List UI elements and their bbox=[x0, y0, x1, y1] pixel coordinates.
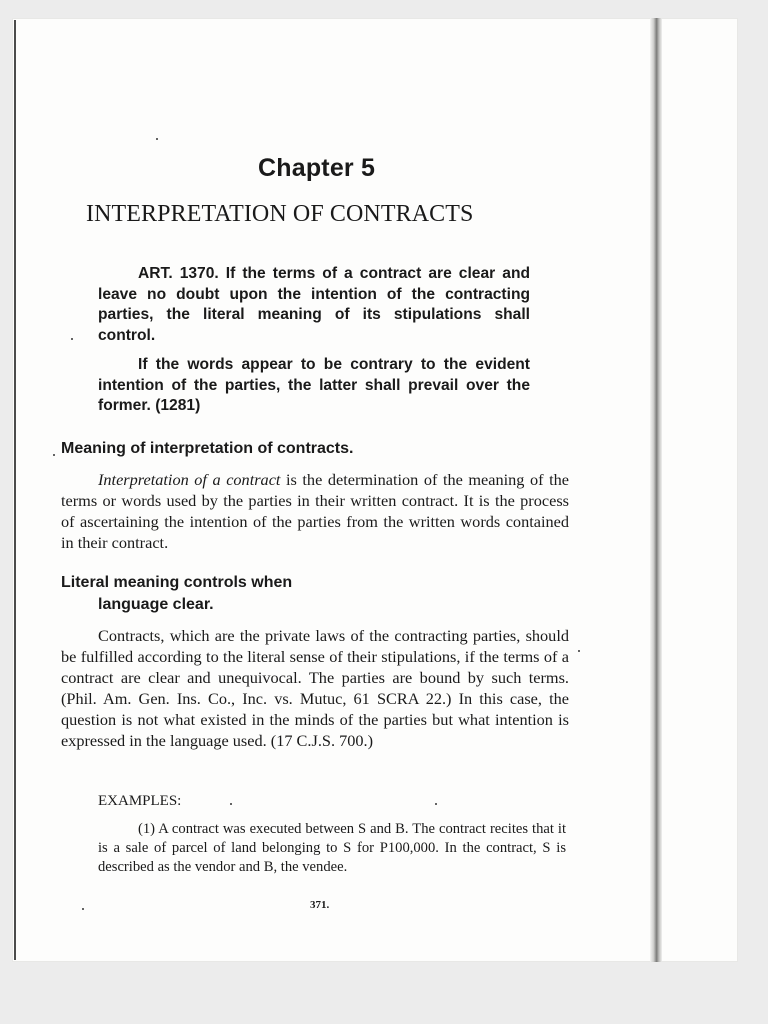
scan-speck bbox=[82, 908, 84, 910]
article-paragraph-2: If the words appear to be contrary to the evident intention of the parties, the latter shall prevail over the former. (1281) bbox=[98, 356, 530, 414]
section-paragraph-literal: Contracts, which are the private laws of the contracting parties, should be fulfilled according to the literal sense of their stipulations, if the terms of a contract are clear and unequivocal. The parties are bound by such terms. (Phil. Am. Gen. Ins. Co., Inc. vs. Mutuc, 61 SCRA 22.) In this case, the question is not what existed in the minds of the parties but what intention is expressed in the language used. (17 C.J.S. 700.) bbox=[61, 626, 569, 750]
book-binding-shadow bbox=[650, 18, 662, 962]
example-item-1: (1) A contract was executed between S and B. The contract recites that it is a sale of parcel of land belonging to S for P100,000. In the contract, S is described as the vendor and B, the vendee. bbox=[98, 821, 566, 875]
background-strip bbox=[0, 962, 768, 1024]
scan-speck bbox=[578, 650, 580, 652]
examples-heading: EXAMPLES: bbox=[98, 793, 182, 809]
defined-term: Interpretation of a contract bbox=[98, 470, 281, 489]
section-heading-literal-line-1: Literal meaning controls when bbox=[61, 574, 293, 591]
chapter-label: Chapter 5 bbox=[258, 154, 376, 182]
scan-speck bbox=[53, 454, 55, 456]
scan-speck bbox=[71, 338, 73, 340]
scan-speck bbox=[156, 138, 158, 140]
scan-speck bbox=[230, 803, 232, 805]
section-paragraph-meaning bbox=[61, 469, 569, 553]
definition-text: is the determination of the meaning of the terms or words used by the parties in their written contract. It is the process of ascertaining the intention of the parties from the written words contained in their contract. bbox=[61, 470, 569, 552]
section-heading-meaning: Meaning of interpretation of contracts. bbox=[61, 440, 354, 457]
chapter-title: INTERPRETATION OF CONTRACTS bbox=[86, 201, 474, 227]
page-left-edge bbox=[14, 20, 16, 960]
article-paragraph-1: ART. 1370. If the terms of a contract are clear and leave no doubt upon the intention of the contracting parties, the literal meaning of its stipulations shall control. bbox=[98, 265, 530, 344]
page-number: 371. bbox=[310, 899, 330, 911]
scan-speck bbox=[435, 803, 437, 805]
section-heading-literal-line-2: language clear. bbox=[98, 596, 214, 613]
